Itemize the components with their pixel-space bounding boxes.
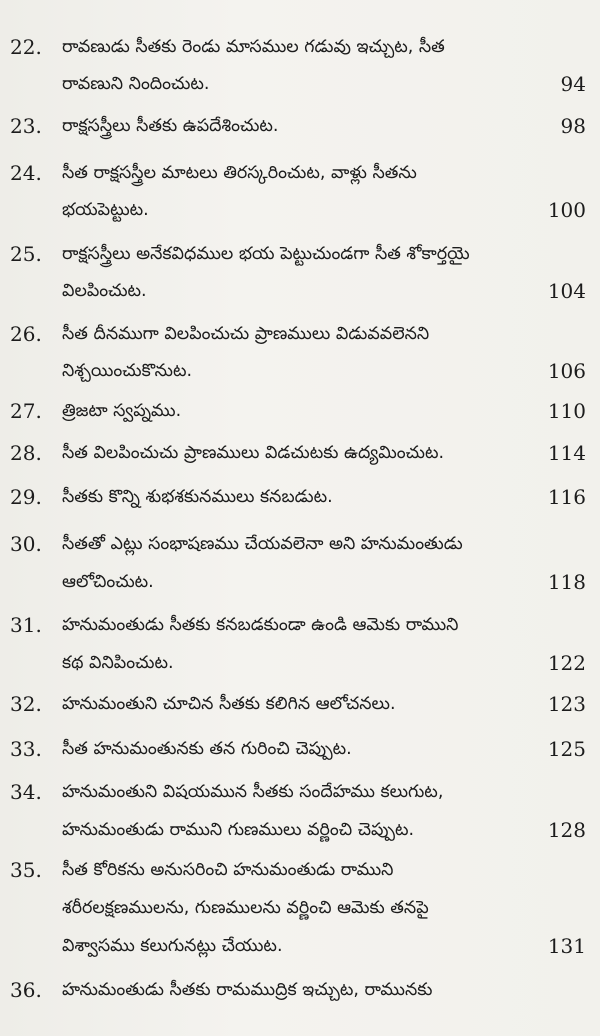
- entry-title-line: హనుమంతుని చూచిన సీతకు కలిగిన ఆలోచనలు.: [62, 694, 396, 714]
- entry-title-line: సీత రాక్షసస్త్రీల మాటలు తిరస్కరించుట, వాళ్లు సీతను: [62, 163, 417, 183]
- entry-title-line: రావణుని నిందించుట.: [62, 74, 210, 94]
- entry-number: 31.: [10, 613, 42, 637]
- entry-page-number: 118: [547, 570, 586, 594]
- entry-title-line: విశ్వాసము కలుగునట్లు చేయుట.: [62, 936, 283, 956]
- entry-title-line: హనుమంతుడు సీతకు రామముద్రిక ఇచ్చుట, రామునకు: [62, 980, 433, 1000]
- entry-title-line: రాక్షసస్త్రీలు సీతకు ఉపదేశించుట.: [62, 116, 279, 136]
- entry-page-number: 104: [547, 279, 586, 303]
- entry-page-number: 131: [547, 934, 586, 958]
- entry-number: 32.: [10, 692, 42, 716]
- entry-number: 36.: [10, 978, 42, 1002]
- entry-page-number: 106: [547, 359, 586, 383]
- entry-number: 22.: [10, 35, 42, 59]
- entry-page-number: 100: [547, 198, 586, 222]
- entry-title-line: త్రిజటా స్వప్నము.: [62, 401, 182, 421]
- entry-title-line: సీతతో ఎట్లు సంభాషణము చేయవలెనా అని హనుమంతుడు: [62, 534, 463, 554]
- entry-number: 30.: [10, 532, 42, 556]
- entry-title-line: కథ వినిపించుట.: [62, 653, 174, 673]
- entry-title-line: సీత కోరికను అనుసరించి హనుమంతుడు రాముని: [62, 860, 394, 880]
- entry-number: 24.: [10, 161, 42, 185]
- entry-number: 35.: [10, 858, 42, 882]
- entry-page-number: 114: [547, 441, 586, 465]
- entry-page-number: 94: [560, 72, 586, 96]
- entry-title-line: శరీరలక్షణములను, గుణములను వర్ణించి ఆమెకు తనపై: [62, 898, 429, 918]
- entry-title-line: హనుమంతుడు సీతకు కనబడకుండా ఉండి ఆమెకు రాముని: [62, 615, 459, 635]
- entry-page-number: 125: [547, 737, 586, 761]
- entry-title-line: రావణుడు సీతకు రెండు మాసముల గడువు ఇచ్చుట, సీత: [62, 37, 445, 57]
- entry-title-line: రాక్షసస్త్రీలు అనేకవిధముల భయ పెట్టుచుండగా సీత శోకార్తయై: [62, 244, 470, 264]
- entry-title-line: హనుమంతుని విషయమున సీతకు సందేహము కలుగుట,: [62, 782, 444, 802]
- entry-number: 34.: [10, 780, 42, 804]
- entry-title-line: సీతకు కొన్ని శుభశకునములు కనబడుట.: [62, 487, 333, 507]
- entry-number: 23.: [10, 114, 42, 138]
- entry-number: 26.: [10, 322, 42, 346]
- entry-page-number: 128: [547, 818, 586, 842]
- entry-title-line: సీత దీనముగా విలపించుచు ప్రాణములు విడువవలెనని: [62, 324, 430, 344]
- entry-page-number: 122: [547, 651, 586, 675]
- entry-page-number: 123: [547, 692, 586, 716]
- entry-number: 28.: [10, 441, 42, 465]
- entry-page-number: 110: [547, 399, 586, 423]
- entry-number: 33.: [10, 737, 42, 761]
- entry-page-number: 98: [560, 114, 586, 138]
- entry-title-line: భయపెట్టుట.: [62, 200, 149, 220]
- entry-number: 25.: [10, 242, 42, 266]
- entry-page-number: 116: [547, 485, 586, 509]
- entry-title-line: హనుమంతుడు రాముని గుణములు వర్ణించి చెప్పుట.: [62, 820, 415, 840]
- entry-title-line: సీత హనుమంతునకు తన గురించి చెప్పుట.: [62, 739, 352, 759]
- entry-title-line: ఆలోచించుట.: [62, 572, 154, 592]
- entry-title-line: సీత విలపించుచు ప్రాణములు విడచుటకు ఉద్యమించుట.: [62, 443, 445, 463]
- entry-number: 29.: [10, 485, 42, 509]
- entry-title-line: విలపించుట.: [62, 281, 147, 301]
- entry-title-line: నిశ్చయించుకొనుట.: [62, 361, 193, 381]
- entry-number: 27.: [10, 399, 42, 423]
